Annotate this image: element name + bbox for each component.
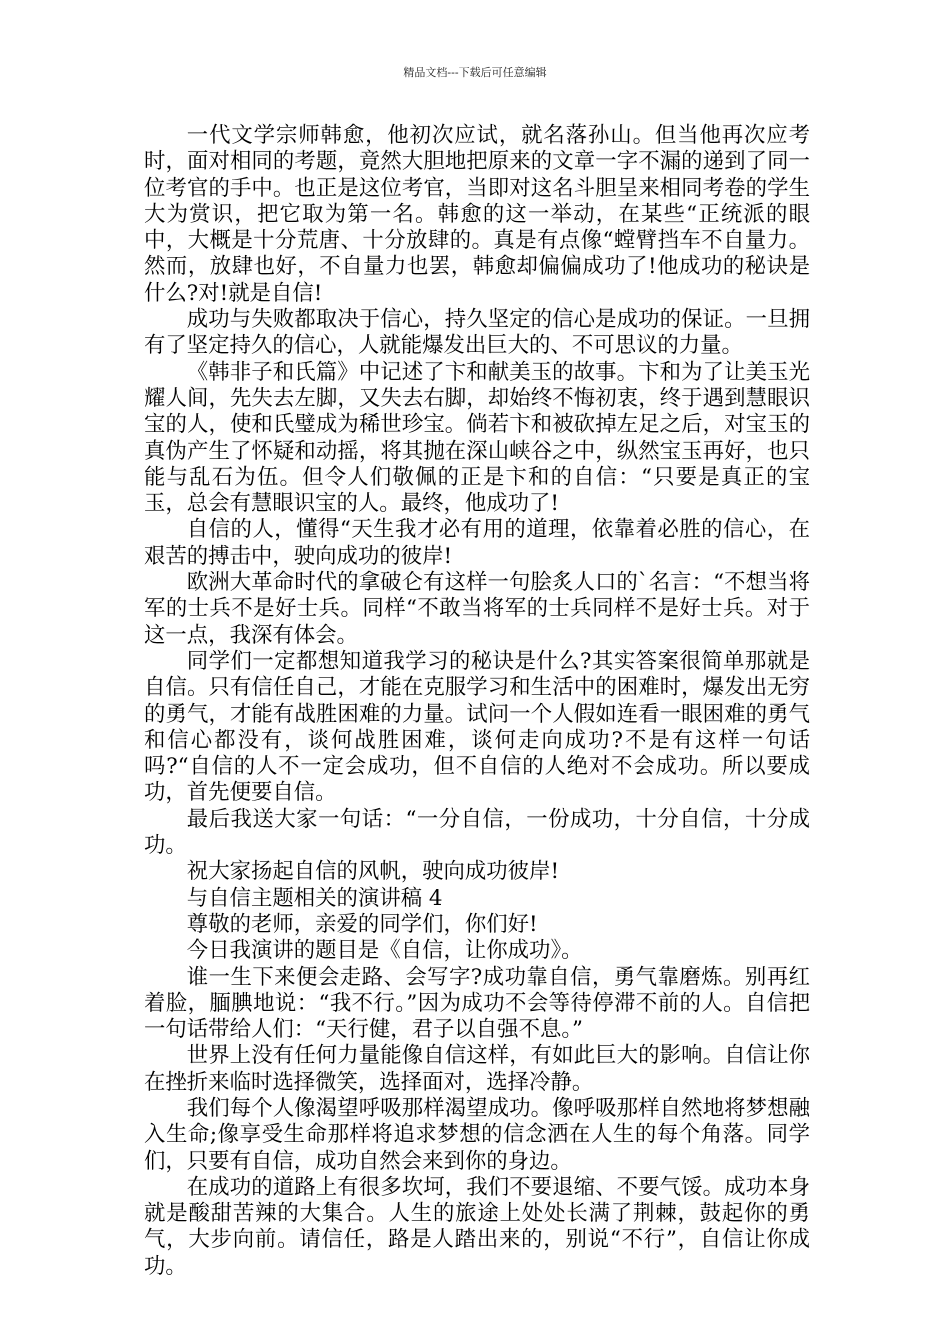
- document-body: [144, 123, 810, 1280]
- paragraph-wish: 祝大家扬起自信的风帆，驶向成功彼岸!: [186, 859, 560, 885]
- paragraph-confidence-success: 成功与失败都取决于信心，持久坚定的信心是成功的保证。一旦拥有了坚定持久的信心，人就能爆发出巨大的、不可思议的力量。: [144, 307, 810, 359]
- paragraph-bian-he: 《韩非子和氏篇》中记述了卞和献美玉的故事。卞和为了让美玉光耀人间，先失去左脚，又失去右脚，却始终不悔初衷，终于遇到慧眼识宝的人，使和氏璧成为稀世珍宝。倘若卞和被砍掉左足之后，对宝玉的真伪产生了怀疑和动摇，将其抛在深山峡谷之中，纵然宝玉再好，也只能与乱石为伍。但令人们敬佩的正是卞和的自信：“只要是真正的宝玉，总会有慧眼识宝的人。最终，他成功了!: [144, 359, 810, 517]
- page-header: 精品文档---下载后可任意编辑: [403, 66, 547, 79]
- paragraph-greeting: 尊敬的老师，亲爱的同学们，你们好!: [186, 911, 538, 937]
- paragraph-topic: 今日我演讲的题目是《自信，让你成功》。: [186, 938, 583, 964]
- paragraph-no-force: 世界上没有任何力量能像自信这样，有如此巨大的影响。自信让你在挫折来临时选择微笑，选择面对，选择冷静。: [144, 1043, 810, 1095]
- paragraph-napoleon: 欧洲大革命时代的拿破仑有这样一句脍炙人口的`名言：“不想当将军的士兵不是好士兵。同样“不敢当将军的士兵同样不是好士兵。对于这一点，我深有体会。: [144, 570, 810, 648]
- section-heading: 与自信主题相关的演讲稿 4: [186, 885, 443, 911]
- paragraph-study-secret: 同学们一定都想知道我学习的秘诀是什么?其实答案很简单那就是自信。只有信任自己，才能在克服学习和生活中的困难时，爆发出无穷的勇气，才能有战胜困难的力量。试问一个人假如连看一眼困难的勇气和信心都没有，谈何战胜困难，谈何走向成功?不是有这样一句话吗?“自信的人不一定会成功，但不自信的人绝对不会成功。所以要成功，首先便要自信。: [144, 648, 810, 806]
- paragraph-road-to-success: 在成功的道路上有很多坎坷，我们不要退缩、不要气馁。成功本身就是酸甜苦辣的大集合。人生的旅途上处处长满了荆棘，鼓起你的勇气，大步向前。请信任，路是人踏出来的，别说“不行”，自信让你成功。: [144, 1174, 810, 1279]
- paragraph-closing-quote: 最后我送大家一句话：“一分自信，一份成功，十分自信，十分成功。: [144, 806, 810, 859]
- paragraph-han-yu: 一代文学宗师韩愈，他初次应试，就名落孙山。但当他再次应考时，面对相同的考题，竟然大胆地把原来的文章一字不漏的递到了同一位考官的手中。也正是这位考官，当即对这名斗胆呈来相同考卷的学生大为赏识，把它取为第一名。韩愈的这一举动，在某些“正统派的眼中，大概是十分荒唐、十分放肆的。真是有点像“螳臂挡车不自量力。然而，放肆也好，不自量力也罢，韩愈却偏偏成功了!他成功的秘诀是什么?对!就是自信!: [144, 123, 810, 306]
- paragraph-confident-people: 自信的人，懂得“天生我才必有用的道理，依靠着必胜的信心，在艰苦的搏击中，驶向成功的彼岸!: [144, 517, 810, 569]
- paragraph-breathing: 我们每个人像渴望呼吸那样渴望成功。像呼吸那样自然地将梦想融入生命;像享受生命那样将追求梦想的信念洒在人生的每个角落。同学们，只要有自信，成功自然会来到你的身边。: [144, 1095, 810, 1174]
- paragraph-walk-write: 谁一生下来便会走路、会写字?成功靠自信，勇气靠磨炼。别再红着脸，腼腆地说：“我不行。”因为成功不会等待停滞不前的人。自信把一句话带给人们：“天行健，君子以自强不息。”: [144, 964, 810, 1043]
